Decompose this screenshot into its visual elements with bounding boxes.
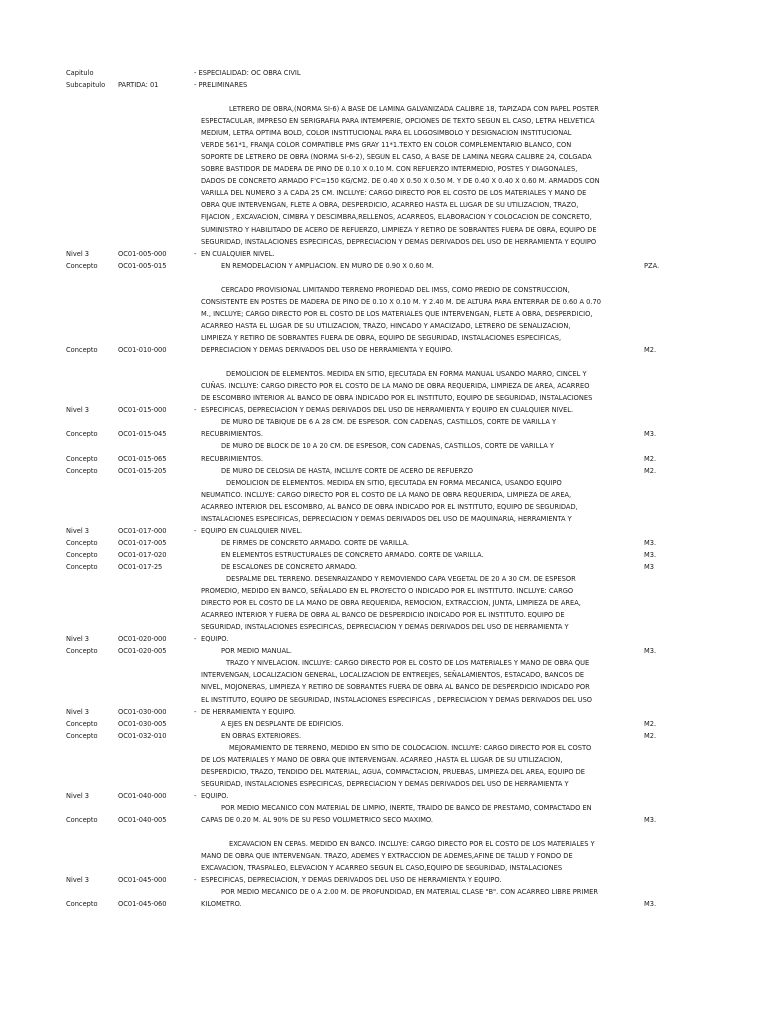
level-label: Nivel 3	[66, 248, 90, 258]
description-line: DIRECTO POR EL COSTO DE LA MANO DE OBRA REQUERIDA, REMOCION, EXTRACCION, JUNTA, LIMPIEZA DE AREA,	[201, 598, 581, 607]
level-label: Nivel 3	[66, 634, 90, 644]
description-line: PROMEDIO, MEDIDO EN BANCO, SEÑALADO EN EL PROYECTO O INDICADO POR EL INSTITUTO. INCLUYE: CARGO	[201, 586, 574, 595]
description-line: DE ESCALONES DE CONCRETO ARMADO.	[221, 561, 357, 571]
description-line: POR MEDIO MANUAL.	[221, 646, 292, 656]
unit-label: M3.	[644, 899, 657, 909]
level-label: Concepto	[66, 815, 98, 824]
item-code: OC01-005-000	[118, 248, 167, 258]
description-line: EN ELEMENTOS ESTRUCTURALES DE CONCRETO ARMADO. CORTE DE VARILLA.	[221, 549, 484, 559]
description-line: LETRERO DE OBRA,(NORMA SI-6) A BASE DE LAMINA GALVANIZADA CALIBRE 18, TAPIZADA CON PAPEL POSTER	[229, 104, 599, 113]
level-dash: -	[194, 634, 197, 644]
description-line: DE MURO DE TABIQUE DE 6 A 28 CM. DE ESPESOR. CON CADENAS, CASTILLOS, CORTE DE VARILLA Y	[221, 417, 557, 427]
level-dash: -	[194, 875, 197, 885]
description-line: MEJORAMIENTO DE TERRENO, MEDIDO EN SITIO DE COLOCACION. INCLUYE: CARGO DIRECTO POR EL COSTO	[229, 742, 592, 752]
description-line: ACARREO INTERIOR Y FUERA DE OBRA AL BANCO DE DESPERDICIO INDICADO POR EL INSTITUTO. EQUIPO DE	[201, 610, 565, 620]
description-line: DESPALME DEL TERRENO. DESENRAIZANDO Y REMOVIENDO CAPA VEGETAL DE 20 A 30 CM. DE ESPESOR	[226, 574, 576, 583]
description-line: DADOS DE CONCRETO ARMADO F'C=150 KG/CM2. DE 0.40 X 0.50 X 0.50 M. Y DE 0.40 X 0.40 X 0.60 M. ARMADOS CON	[201, 176, 600, 186]
description-line: CUÑAS. INCLUYE: CARGO DIRECTO POR EL COSTO DE LA MANO DE OBRA REQUERIDA, LIMPIEZA DE AREA, ACARREO	[201, 381, 590, 391]
unit-label: PZA.	[644, 260, 660, 270]
description-line: EQUIPO.	[201, 634, 229, 644]
unit-label: M2.	[644, 730, 657, 740]
item-code: OC01-020-005	[118, 646, 167, 656]
unit-label: M3	[644, 561, 654, 571]
description-line: EN REMODELACION Y AMPLIACION. EN MURO DE 0.90 X 0.60 M.	[221, 260, 434, 270]
description-line: OBRA QUE INTERVENGAN, FLETE A OBRA, DESPERDICIO, ACARREO HASTA EL LUGAR DE SU UTILIZACION, TRAZO,	[201, 200, 579, 210]
level-dash: -	[194, 706, 197, 716]
item-code: OC01-017-005	[118, 537, 167, 547]
capitulo-label: Capitulo	[66, 68, 94, 77]
capitulo-value: - ESPECIALIDAD: OC OBRA CIVIL	[194, 68, 301, 77]
description-line: EXCAVACION EN CEPAS. MEDIDO EN BANCO. INCLUYE: CARGO DIRECTO POR EL COSTO DE LOS MATERIALES Y	[229, 839, 595, 849]
description-line: CERCADO PROVISIONAL LIMITANDO TERRENO PROPIEDAD DEL IMSS, COMO PREDIO DE CONSTRUCCION,	[221, 284, 570, 294]
description-line: DEMOLICION DE ELEMENTOS. MEDIDA EN SITIO, EJECUTADA EN FORMA MECANICA, USANDO EQUIPO	[226, 477, 562, 487]
level-label: Concepto	[66, 561, 98, 571]
level-label: Concepto	[66, 429, 98, 439]
description-line: SEGURIDAD, INSTALACIONES ESPECIFICAS, DEPRECIACION Y DEMAS DERIVADOS DEL USO DE HERRAMIENTA Y	[201, 778, 569, 788]
description-line: RECUBRIMIENTOS.	[201, 453, 263, 463]
item-code: OC01-045-060	[118, 899, 167, 909]
unit-label: M2.	[644, 718, 657, 728]
level-label: Concepto	[66, 345, 98, 354]
description-line: EN OBRAS EXTERIORES.	[221, 730, 302, 740]
level-label: Concepto	[66, 453, 98, 463]
level-dash: -	[194, 525, 197, 535]
description-line: POR MEDIO MECANICO CON MATERIAL DE LIMPIO, INERTE, TRAIDO DE BANCO DE PRESTAMO, COMPACTADO EN	[221, 802, 592, 812]
level-label: Concepto	[66, 718, 98, 728]
item-code: OC01-015-065	[118, 453, 167, 463]
description-line: SOPORTE DE LETRERO DE OBRA (NORMA SI-6-2), SEGUN EL CASO, A BASE DE LAMINA NEGRA CALIBRE 24, COLGADA	[201, 152, 592, 162]
level-dash: -	[194, 790, 197, 800]
description-line: INSTALACIONES ESPECIFICAS, DEPRECIACION Y DEMAS DERIVADOS DEL USO DE MAQUINARIA, HERRAMIENTA Y	[201, 513, 572, 523]
level-label: Concepto	[66, 537, 98, 547]
description-line: DE MURO DE CELOSIA DE HASTA, INCLUYE CORTE DE ACERO DE REFUERZO	[221, 465, 473, 475]
level-label: Concepto	[66, 730, 98, 740]
description-line: EN CUALQUIER NIVEL.	[201, 248, 275, 258]
item-code: OC01-015-205	[118, 465, 167, 475]
item-code: OC01-020-000	[118, 634, 167, 644]
unit-label: M2.	[644, 345, 657, 354]
description-line: EQUIPO EN CUALQUIER NIVEL.	[201, 525, 303, 535]
description-line: POR MEDIO MECANICO DE 0 A 2.00 M. DE PROFUNDIDAD, EN MATERIAL CLASE "B". CON ACARREO LIBRE PRIMER	[221, 887, 598, 897]
description-line: KILOMETRO.	[201, 899, 242, 909]
level-label: Concepto	[66, 260, 98, 270]
item-code: OC01-017-25	[118, 561, 163, 571]
description-line: M., INCLUYE; CARGO DIRECTO POR EL COSTO DE LOS MATERIALES QUE INTERVENGAN, FLETE A OBRA, DESPERDICIO,	[201, 308, 593, 318]
description-line: SEGURIDAD, INSTALACIONES ESPECIFICAS, DEPRECIACION Y DEMAS DERIVADOS DEL USO DE HERRAMIENTA Y	[201, 622, 569, 632]
description-line: DE LOS MATERIALES Y MANO DE OBRA QUE INTERVENGAN. ACARREO ,HASTA EL LUGAR DE SU UTILIZACION,	[201, 754, 563, 764]
description-line: SEGURIDAD, INSTALACIONES ESPECIFICAS, DEPRECIACION Y DEMAS DERIVADOS DEL USO DE HERRAMIENTA Y EQUIPO	[201, 236, 597, 246]
level-dash: -	[194, 248, 197, 258]
description-line: DE MURO DE BLOCK DE 10 A 20 CM. DE ESPESOR, CON CADENAS, CASTILLOS, CORTE DE VARILLA Y	[221, 441, 554, 451]
subcapitulo-label: Subcapitulo	[66, 80, 106, 89]
level-dash: -	[194, 405, 197, 415]
description-line: SUMINISTRO Y HABILITADO DE ACERO DE REFUERZO, LIMPIEZA Y RETIRO DE SOBRANTES FUERA DE OBRA, EQUIPO DE	[201, 224, 597, 234]
unit-label: M3.	[644, 537, 657, 547]
unit-label: M3.	[644, 815, 657, 824]
description-line: ESPECIFICAS, DEPRECIACION Y DEMAS DERIVADOS DEL USO DE HERRAMIENTA Y EQUIPO EN CUALQUIER NIVEL.	[201, 405, 574, 415]
item-code: OC01-045-000	[118, 875, 167, 885]
description-line: MANO DE OBRA QUE INTERVENGAN. TRAZO, ADEMES Y EXTRACCION DE ADEMES,AFINE DE TALUD Y FONDO DE	[201, 851, 573, 861]
description-line: EQUIPO.	[201, 790, 229, 800]
level-label: Concepto	[66, 549, 98, 559]
item-code: OC01-017-020	[118, 549, 167, 559]
level-label: Nivel 3	[66, 706, 90, 716]
unit-label: M3.	[644, 429, 657, 439]
item-code: OC01-015-000	[118, 405, 167, 415]
item-code: OC01-015-045	[118, 429, 167, 439]
description-line: LIMPIEZA Y RETIRO DE SOBRANTES FUERA DE OBRA, EQUIPO DE SEGURIDAD, INSTALACIONES ESPECIFICAS,	[201, 333, 562, 342]
description-line: MEDIUM, LETRA OPTIMA BOLD, COLOR INSTITUCIONAL PARA EL LOGOSIMBOLO Y DESIGNACION INSTITUCIONAL	[201, 128, 572, 138]
description-line: VARILLA DEL NUMERO 3 A CADA 25 CM. INCLUYE: CARGO DIRECTO POR EL COSTO DE LOS MATERIALES Y MANO DE	[201, 188, 587, 198]
item-code: OC01-032-010	[118, 730, 167, 740]
unit-label: M2.	[644, 453, 657, 463]
description-line: EL INSTITUTO, EQUIPO DE SEGURIDAD, INSTALACIONES ESPECIFICAS , DEPRECIACION Y DEMAS DERIVADOS DEL USO	[201, 694, 593, 704]
item-code: OC01-017-000	[118, 525, 167, 535]
description-line: ESPECIFICAS, DEPRECIACION, Y DEMAS DERIVADOS DEL USO DE HERRAMIENTA Y EQUIPO.	[201, 875, 502, 885]
description-line: INTERVENGAN, LOCALIZACION GENERAL, LOCALIZACION DE ENTREEJES, SEÑALAMIENTOS, ESTACADO, BANCOS DE	[201, 670, 585, 680]
description-line: NEUMATICO. INCLUYE: CARGO DIRECTO POR EL COSTO DE LA MANO DE OBRA REQUERIDA, LIMPIEZA DE AREA,	[201, 489, 572, 499]
description-line: NIVEL, MOJONERAS, LIMPIEZA Y RETIRO DE SOBRANTES FUERA DE OBRA AL BANCO DE DESPERDICIO INDICADO POR	[201, 682, 590, 692]
description-line: EXCAVACION, TRASPALEO, ELEVACION Y ACARREO SEGUN EL CASO,EQUIPO DE SEGURIDAD, INSTALACIONES	[201, 863, 563, 873]
description-line: CAPAS DE 0.20 M. AL 90% DE SU PESO VOLUMETRICO SECO MAXIMO.	[201, 815, 433, 824]
description-line: FIJACION , EXCAVACION, CIMBRA Y DESCIMBRA,RELLENOS, ACARREOS, ELABORACION Y COLOCACION DE CONCRETO,	[201, 212, 592, 222]
description-line: DEMOLICION DE ELEMENTOS. MEDIDA EN SITIO, EJECUTADA EN FORMA MANUAL USANDO MARRO, CINCEL Y	[226, 369, 587, 379]
item-code: OC01-005-015	[118, 260, 167, 270]
description-line: CONSISTENTE EN POSTES DE MADERA DE PINO DE 0.10 X 0.10 M. Y 2.40 M. DE ALTURA PARA ENTERRAR DE 0.60 A 0.70	[201, 296, 601, 306]
item-code: OC01-010-000	[118, 345, 167, 354]
description-line: SOBRE BASTIDOR DE MADERA DE PINO DE 0.10 X 0.10 M. CON REFUERZO INTERMEDIO, POSTES Y DIAGONALES,	[201, 164, 578, 174]
description-line: ACARREO INTERIOR DEL ESCOMBRO, AL BANCO DE OBRA INDICADO POR EL INSTITUTO, EQUIPO DE SEGURIDAD,	[201, 501, 578, 511]
unit-label: M3.	[644, 646, 657, 656]
description-line: A EJES EN DESPLANTE DE EDIFICIOS.	[221, 718, 344, 728]
level-label: Concepto	[66, 646, 98, 656]
description-line: DE ESCOMBRO INTERIOR AL BANCO DE OBRA INDICADO POR EL INSTITUTO, EQUIPO DE SEGURIDAD, INSTALACIONES	[201, 393, 593, 403]
description-line: DESPERDICIO, TRAZO, TENDIDO DEL MATERIAL, AGUA, COMPACTACION, PRUEBAS, LIMPIEZA DEL AREA, EQUIPO DE	[201, 766, 585, 776]
description-line: ESPECTACULAR, IMPRESO EN SERIGRAFIA PARA INTEMPERIE, OPCIONES DE TEXTO SEGUN EL CASO, LETRA HELVETICA	[201, 116, 595, 125]
level-label: Nivel 3	[66, 790, 90, 800]
level-label: Concepto	[66, 465, 98, 475]
description-line: DEPRECIACION Y DEMAS DERIVADOS DEL USO DE HERRAMIENTA Y EQUIPO.	[201, 345, 453, 354]
item-code: OC01-040-000	[118, 790, 167, 800]
level-label: Nivel 3	[66, 525, 90, 535]
partida-label: PARTIDA: 01	[118, 80, 159, 89]
item-code: OC01-030-005	[118, 718, 167, 728]
description-line: ACARREO HASTA EL LUGAR DE SU UTILIZACION, TRAZO, HINCADO Y AMACIZADO, LETRERO DE SENALIZACION,	[201, 320, 571, 330]
description-line: DE HERRAMIENTA Y EQUIPO.	[201, 706, 296, 716]
description-line: RECUBRIMIENTOS.	[201, 429, 263, 439]
item-code: OC01-030-000	[118, 706, 167, 716]
description-line: DE FIRMES DE CONCRETO ARMADO. CORTE DE VARILLA.	[221, 537, 410, 547]
level-label: Nivel 3	[66, 875, 90, 885]
partida-value: - PRELIMINARES	[194, 80, 248, 89]
description-line: VERDE 561*1, FRANJA COLOR COMPATIBLE PMS GRAY 11*1.TEXTO EN COLOR COMPLEMENTARIO BLANCO, CON	[201, 140, 572, 150]
description-line: TRAZO Y NIVELACION. INCLUYE: CARGO DIRECTO POR EL COSTO DE LOS MATERIALES Y MANO DE OBRA QUE	[226, 658, 590, 668]
level-label: Nivel 3	[66, 405, 90, 415]
item-code: OC01-040-005	[118, 815, 167, 824]
level-label: Concepto	[66, 899, 98, 909]
unit-label: M3.	[644, 549, 657, 559]
unit-label: M2.	[644, 465, 657, 475]
